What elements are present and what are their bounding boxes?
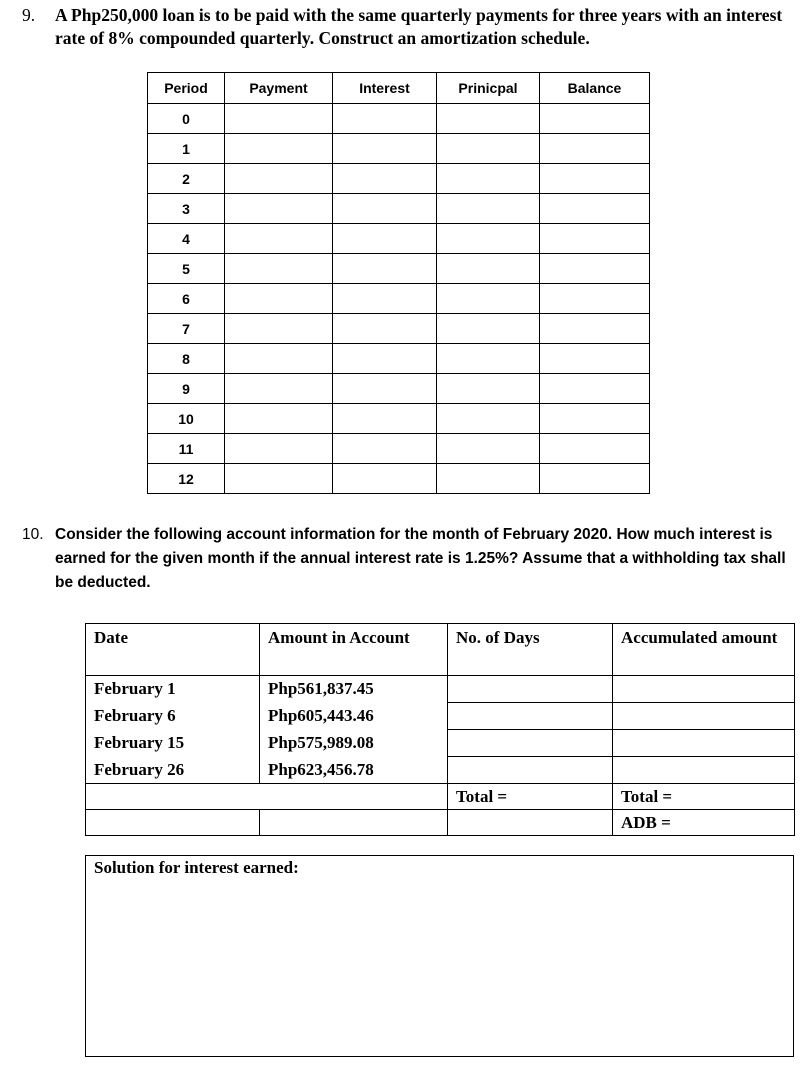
total-blank-cell [86, 784, 448, 810]
question-9-number: 9. [22, 5, 36, 25]
payment-cell[interactable] [225, 284, 333, 314]
row-amount: Php561,837.45 [260, 676, 448, 703]
interest-cell[interactable] [333, 224, 437, 254]
row-date: February 26 [86, 757, 260, 784]
principal-cell[interactable] [437, 134, 540, 164]
payment-cell[interactable] [225, 434, 333, 464]
row-amount: Php623,456.78 [260, 757, 448, 784]
interest-cell[interactable] [333, 434, 437, 464]
payment-cell[interactable] [225, 344, 333, 374]
payment-cell[interactable] [225, 104, 333, 134]
interest-cell[interactable] [333, 104, 437, 134]
table-row [148, 224, 650, 254]
header-period: Period [148, 73, 225, 104]
interest-cell[interactable] [333, 314, 437, 344]
interest-cell[interactable] [333, 194, 437, 224]
principal-cell[interactable] [437, 254, 540, 284]
principal-cell[interactable] [437, 434, 540, 464]
header-balance: Balance [540, 73, 650, 104]
header-payment: Payment [225, 73, 333, 104]
balance-cell[interactable] [540, 104, 650, 134]
table-row [148, 434, 650, 464]
row-days-cell[interactable] [448, 730, 613, 757]
balance-cell[interactable] [540, 344, 650, 374]
table-row [148, 404, 650, 434]
table-row [148, 194, 650, 224]
period-cell: 10 [148, 404, 225, 434]
table-row [86, 730, 795, 757]
principal-cell[interactable] [437, 314, 540, 344]
payment-cell[interactable] [225, 224, 333, 254]
payment-cell[interactable] [225, 464, 333, 494]
question-9 [22, 4, 792, 50]
header-interest: Interest [333, 73, 437, 104]
balance-cell[interactable] [540, 404, 650, 434]
header-principal: Prinicpal [437, 73, 540, 104]
interest-cell[interactable] [333, 134, 437, 164]
period-cell: 5 [148, 254, 225, 284]
header-amount: Amount in Account [260, 624, 448, 676]
principal-cell[interactable] [437, 284, 540, 314]
balance-cell[interactable] [540, 224, 650, 254]
table-row [86, 757, 795, 784]
adb-label: ADB = [613, 810, 795, 836]
period-cell: 9 [148, 374, 225, 404]
table-row [148, 104, 650, 134]
table-row [86, 676, 795, 703]
payment-cell[interactable] [225, 374, 333, 404]
balance-cell[interactable] [540, 314, 650, 344]
principal-cell[interactable] [437, 374, 540, 404]
principal-cell[interactable] [437, 224, 540, 254]
interest-cell[interactable] [333, 254, 437, 284]
row-amount: Php605,443.46 [260, 703, 448, 730]
table-row [148, 314, 650, 344]
header-date: Date [86, 624, 260, 676]
interest-cell[interactable] [333, 464, 437, 494]
row-accumulated-cell[interactable] [613, 676, 795, 703]
period-cell: 1 [148, 134, 225, 164]
solution-box[interactable] [85, 855, 794, 1057]
payment-cell[interactable] [225, 164, 333, 194]
table-row [148, 284, 650, 314]
table-row [148, 344, 650, 374]
principal-cell[interactable] [437, 104, 540, 134]
balance-cell[interactable] [540, 194, 650, 224]
row-date: February 6 [86, 703, 260, 730]
period-cell: 6 [148, 284, 225, 314]
principal-cell[interactable] [437, 194, 540, 224]
payment-cell[interactable] [225, 254, 333, 284]
amortization-header-row [148, 73, 650, 104]
interest-cell[interactable] [333, 164, 437, 194]
question-9-text: A Php250,000 loan is to be paid with the same quarterly payments for three years with an interest rate of 8% compounded quarterly. Construct an amortization schedule. [55, 5, 783, 48]
total-days-label: Total = [448, 784, 613, 810]
interest-cell[interactable] [333, 344, 437, 374]
row-accumulated-cell[interactable] [613, 757, 795, 784]
payment-cell[interactable] [225, 194, 333, 224]
table-row [86, 703, 795, 730]
row-amount: Php575,989.08 [260, 730, 448, 757]
table-row [148, 134, 650, 164]
interest-cell[interactable] [333, 374, 437, 404]
row-accumulated-cell[interactable] [613, 703, 795, 730]
account-header-row [86, 624, 795, 676]
adb-row [86, 810, 795, 836]
period-cell: 7 [148, 314, 225, 344]
principal-cell[interactable] [437, 344, 540, 374]
principal-cell[interactable] [437, 464, 540, 494]
total-row [86, 784, 795, 810]
row-date: February 15 [86, 730, 260, 757]
question-10-number: 10. [22, 526, 44, 543]
payment-cell[interactable] [225, 404, 333, 434]
interest-cell[interactable] [333, 284, 437, 314]
period-cell: 3 [148, 194, 225, 224]
balance-cell[interactable] [540, 254, 650, 284]
table-row [148, 464, 650, 494]
balance-cell[interactable] [540, 464, 650, 494]
header-accumulated: Accumulated amount [613, 624, 795, 676]
payment-cell[interactable] [225, 314, 333, 344]
balance-cell[interactable] [540, 374, 650, 404]
period-cell: 2 [148, 164, 225, 194]
balance-cell[interactable] [540, 284, 650, 314]
row-days-cell[interactable] [448, 757, 613, 784]
period-cell: 11 [148, 434, 225, 464]
balance-cell[interactable] [540, 164, 650, 194]
question-10 [22, 523, 792, 595]
question-10-text: Consider the following account information for the month of February 2020. How much interest is earned for the given month if the annual interest rate is 1.25%? Assume that a withholding tax shall be deducted. [55, 526, 786, 591]
period-cell: 12 [148, 464, 225, 494]
adb-blank-cell [260, 810, 448, 836]
interest-cell[interactable] [333, 404, 437, 434]
balance-cell[interactable] [540, 434, 650, 464]
period-cell: 4 [148, 224, 225, 254]
table-row [148, 164, 650, 194]
table-row [148, 254, 650, 284]
payment-cell[interactable] [225, 134, 333, 164]
table-row [148, 374, 650, 404]
account-table [85, 623, 795, 836]
row-days-cell[interactable] [448, 676, 613, 703]
total-accumulated-label: Total = [613, 784, 795, 810]
balance-cell[interactable] [540, 134, 650, 164]
header-days: No. of Days [448, 624, 613, 676]
solution-label: Solution for interest earned: [94, 858, 299, 877]
principal-cell[interactable] [437, 404, 540, 434]
row-accumulated-cell[interactable] [613, 730, 795, 757]
adb-blank-cell [448, 810, 613, 836]
row-date: February 1 [86, 676, 260, 703]
adb-blank-cell [86, 810, 260, 836]
period-cell: 8 [148, 344, 225, 374]
period-cell: 0 [148, 104, 225, 134]
principal-cell[interactable] [437, 164, 540, 194]
row-days-cell[interactable] [448, 703, 613, 730]
amortization-table [147, 72, 650, 494]
